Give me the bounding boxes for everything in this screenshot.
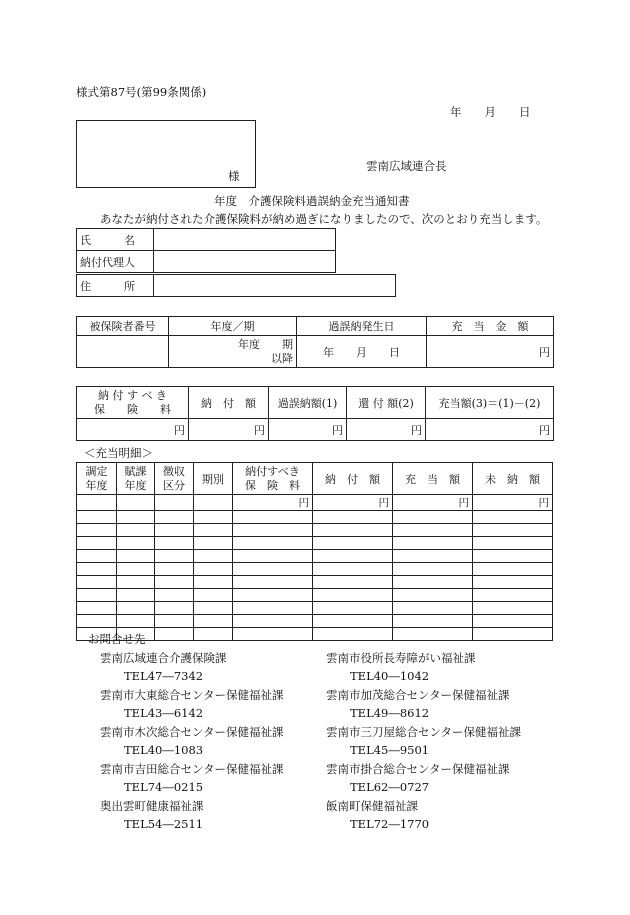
detail-header-applied: 充 当 額 [393,463,473,495]
paid-value: 円 [189,419,269,441]
table-row [77,511,553,524]
table-row [77,524,553,537]
table-cell [77,589,117,602]
table-row [77,576,553,589]
refund-value: 円 [347,419,426,441]
contact-office-name: 雲南市加茂総合センター保健福祉課 [326,688,510,702]
applied-value: 円 [426,419,554,441]
contact-office-name: 雲南市三刀屋総合センター保健福祉課 [326,725,522,739]
contact-office-name: 雲南市木次総合センター保健福祉課 [100,725,284,739]
table-cell [194,602,233,615]
table-cell [155,602,194,615]
person-table [76,228,336,273]
overpaid-value: 円 [269,419,347,441]
agent-value [154,251,336,273]
detail-header-paid: 納 付 額 [313,463,393,495]
table-cell [77,524,117,537]
unit-yen: 円 [313,495,393,511]
payable-premium-value: 円 [77,419,189,441]
insured-table [76,316,554,368]
payable-premium-header: 納 付 す べ き 保 険 料 [77,387,189,419]
table-cell [233,563,313,576]
table-cell [194,576,233,589]
table-cell [155,511,194,524]
table-row [77,615,553,628]
table-row [77,589,553,602]
table-cell [313,602,393,615]
table-cell [393,511,473,524]
table-cell [117,550,155,563]
table-cell [155,589,194,602]
period-cell: 年度 期 以降 [169,336,297,368]
table-cell [473,563,553,576]
insured-number-cell [77,336,169,368]
amount-header: 充 当 金 額 [427,317,554,336]
intro-text: あなたが納付された介護保険料が納め過ぎになりましたので、次のとおり充当します。 [100,212,548,226]
insured-number-header: 被保険者番号 [77,317,169,336]
table-cell [117,615,155,628]
table-cell [194,524,233,537]
table-cell [313,576,393,589]
table-cell [194,615,233,628]
occur-date-header: 過誤納発生日 [297,317,427,336]
address-value [154,275,396,297]
table-cell [473,628,553,641]
table-cell [233,576,313,589]
addressee-suffix: 様 [228,169,240,183]
table-cell [393,563,473,576]
table-cell [393,589,473,602]
table-cell [233,589,313,602]
table-cell [473,537,553,550]
unit-yen: 円 [473,495,553,511]
table-cell [473,615,553,628]
table-cell [393,628,473,641]
contact-heading: お問合せ先 [88,632,146,646]
period-header: 年度／期 [169,317,297,336]
issuer-name: 雲南広域連合長 [366,159,447,173]
contact-tel: TEL40―1042 [350,669,430,683]
table-cell [77,615,117,628]
agent-label: 納付代理人 [77,251,154,273]
table-cell [117,524,155,537]
table-cell [117,511,155,524]
table-cell [155,628,194,641]
contact-tel: TEL72―1770 [350,817,430,831]
contact-office-name: 奥出雲町健康福祉課 [100,799,204,813]
address-table [76,274,396,297]
table-cell [233,602,313,615]
contact-tel: TEL62―0727 [350,780,430,794]
table-cell [393,602,473,615]
table-cell [233,550,313,563]
table-cell [233,615,313,628]
table-cell [194,550,233,563]
table-cell [473,602,553,615]
form-number: 様式第87号(第99条関係) [76,85,207,99]
table-cell [77,576,117,589]
table-cell [473,589,553,602]
table-cell [473,511,553,524]
table-cell [393,550,473,563]
table-cell [393,615,473,628]
amount-table [76,386,554,441]
contact-office-name: 雲南市吉田総合センター保健福祉課 [100,762,284,776]
table-cell [194,511,233,524]
table-cell [473,576,553,589]
table-cell [313,615,393,628]
table-cell [117,563,155,576]
detail-header-payable: 納付すべき 保 険 料 [233,463,313,495]
detail-table [76,462,553,641]
detail-header-unpaid: 未 納 額 [473,463,553,495]
unit-yen: 円 [233,495,313,511]
detail-unit-row [77,495,553,511]
document-title: 年度 介護保険料過誤納金充当通知書 [214,194,410,208]
contact-office-name: 雲南広域連合介護保険課 [100,651,227,665]
table-cell [117,576,155,589]
contact-tel: TEL40―1083 [124,743,204,757]
table-cell [473,550,553,563]
name-value [154,229,336,251]
table-cell [77,550,117,563]
contact-tel: TEL74―0215 [124,780,204,794]
address-label: 住 所 [77,275,154,297]
detail-header-levy-year: 賦課 年度 [117,463,155,495]
contact-tel: TEL54―2511 [124,817,204,831]
name-label: 氏 名 [77,229,154,251]
contact-tel: TEL49―8612 [350,706,430,720]
table-cell [233,537,313,550]
table-cell [393,537,473,550]
contact-office-name: 雲南市掛合総合センター保健福祉課 [326,762,510,776]
table-cell [155,563,194,576]
table-row [77,537,553,550]
refund-header: 還 付 額(2) [347,387,426,419]
contact-office-name: 飯南町保健福祉課 [326,799,418,813]
table-cell [313,628,393,641]
table-cell [313,511,393,524]
detail-caption: ＜充当明細＞ [84,446,153,460]
overpaid-header: 過誤納額(1) [269,387,347,419]
table-cell [155,537,194,550]
table-cell [194,537,233,550]
table-row [77,563,553,576]
table-cell [155,615,194,628]
table-cell [155,524,194,537]
contact-office-name: 雲南市大東総合センター保健福祉課 [100,688,284,702]
table-cell [313,550,393,563]
table-cell [194,563,233,576]
table-cell [77,511,117,524]
table-cell [155,576,194,589]
detail-header-term: 期別 [194,463,233,495]
table-cell [194,628,233,641]
detail-header-collection-type: 徴収 区分 [155,463,194,495]
table-cell [313,524,393,537]
contact-tel: TEL43―6142 [124,706,204,720]
detail-header-assess-year: 調定 年度 [77,463,117,495]
table-row [77,550,553,563]
table-cell [77,563,117,576]
table-cell [194,589,233,602]
table-cell [77,602,117,615]
table-cell [117,537,155,550]
table-cell [77,537,117,550]
table-cell [233,524,313,537]
table-cell [393,576,473,589]
table-cell [233,511,313,524]
table-cell [233,628,313,641]
table-cell [393,524,473,537]
paid-header: 納 付 額 [189,387,269,419]
occur-date-cell: 年 月 日 [297,336,427,368]
table-cell [117,602,155,615]
contact-tel: TEL47―7342 [124,669,204,683]
table-row [77,602,553,615]
applied-header: 充当額(3)＝(1)－(2) [426,387,554,419]
table-cell [313,537,393,550]
table-cell [117,589,155,602]
amount-cell: 円 [427,336,554,368]
unit-yen: 円 [393,495,473,511]
issue-date: 年 月 日 [450,105,531,119]
table-cell [313,589,393,602]
table-cell [155,550,194,563]
table-cell [473,524,553,537]
contact-office-name: 雲南市役所長寿障がい福祉課 [326,651,476,665]
table-cell [313,563,393,576]
table-row [77,628,553,641]
contact-tel: TEL45―9501 [350,743,430,757]
